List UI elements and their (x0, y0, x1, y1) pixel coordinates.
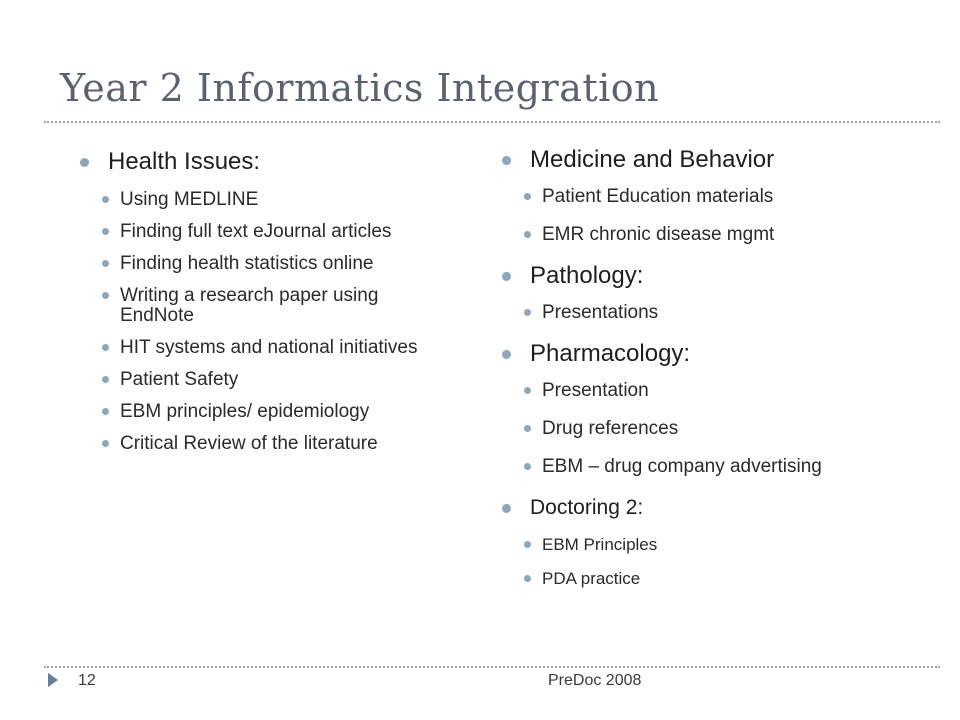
list-item-text: Writing a research paper using EndNote (120, 285, 379, 326)
list-item (80, 402, 480, 422)
heading-medicine-behavior (502, 146, 922, 174)
list-item-text: Critical Review of the literature (120, 433, 378, 454)
list-item (80, 254, 480, 274)
bullet-icon (524, 387, 531, 394)
section-heading: Health Issues: (108, 148, 261, 175)
list-item-text: EMR chronic disease mgmt (542, 224, 775, 245)
list-item-text: Presentations (542, 302, 659, 323)
heading-doctoring-2 (502, 494, 922, 522)
heading-pharmacology (502, 340, 922, 368)
list-item-text: Presentation (542, 380, 649, 401)
list-item (80, 434, 420, 454)
list-item (502, 220, 922, 250)
list-item-text: Using MEDLINE (120, 189, 259, 210)
list-item-text: PDA practice (542, 569, 641, 588)
bullet-icon (102, 408, 109, 415)
right-column (502, 146, 922, 594)
bullet-icon (102, 344, 109, 351)
list-item-text: Finding health statistics online (120, 253, 374, 274)
triangle-marker-icon (48, 673, 58, 687)
bullet-icon (524, 231, 531, 238)
bullet-icon (502, 272, 511, 281)
bullet-icon (524, 425, 531, 432)
list-item-text: EBM – drug company advertising (542, 456, 822, 477)
list-item (80, 338, 450, 358)
slide-title: Year 2 Informatics Integration (60, 66, 660, 110)
bullet-icon (502, 350, 511, 359)
list-item-text: EBM Principles (542, 535, 658, 554)
list-item (80, 286, 450, 326)
bullet-icon (102, 292, 109, 299)
list-item-text: EBM principles/ epidemiology (120, 401, 370, 422)
list-item (502, 376, 922, 406)
list-item (502, 298, 922, 328)
list-item (80, 222, 450, 242)
list-item-text: HIT systems and national initiatives (120, 337, 418, 358)
bullet-icon (102, 440, 109, 447)
heading-pathology (502, 262, 922, 290)
bullet-icon (524, 575, 531, 582)
list-item (80, 370, 480, 390)
bullet-icon (102, 260, 109, 267)
bullet-icon (524, 309, 531, 316)
bullet-icon (102, 196, 109, 203)
list-item (80, 190, 480, 210)
section-heading: Pharmacology: (530, 340, 691, 367)
list-item (502, 452, 842, 482)
bullet-icon (524, 463, 531, 470)
footer-divider (44, 666, 940, 668)
bullet-icon (524, 193, 531, 200)
bullet-icon (524, 541, 531, 548)
title-divider (44, 121, 940, 123)
page-number: 12 (78, 672, 96, 689)
bullet-icon (80, 158, 89, 167)
bullet-icon (502, 156, 511, 165)
section-heading: Medicine and Behavior (530, 146, 775, 173)
heading-health-issues (80, 148, 480, 176)
left-column (80, 148, 480, 454)
list-item-text: Drug references (542, 418, 679, 439)
bullet-icon (102, 376, 109, 383)
list-item-text: Finding full text eJournal articles (120, 221, 392, 242)
list-item (502, 414, 922, 444)
list-item-text: Patient Safety (120, 369, 239, 390)
list-item-text: Patient Education materials (542, 186, 774, 207)
list-item (502, 564, 922, 594)
section-heading: Doctoring 2: (530, 496, 644, 519)
bullet-icon (102, 228, 109, 235)
list-item (502, 530, 922, 560)
section-heading: Pathology: (530, 262, 644, 289)
list-item (502, 182, 922, 212)
bullet-icon (502, 504, 511, 513)
footer-label: PreDoc 2008 (548, 672, 642, 689)
